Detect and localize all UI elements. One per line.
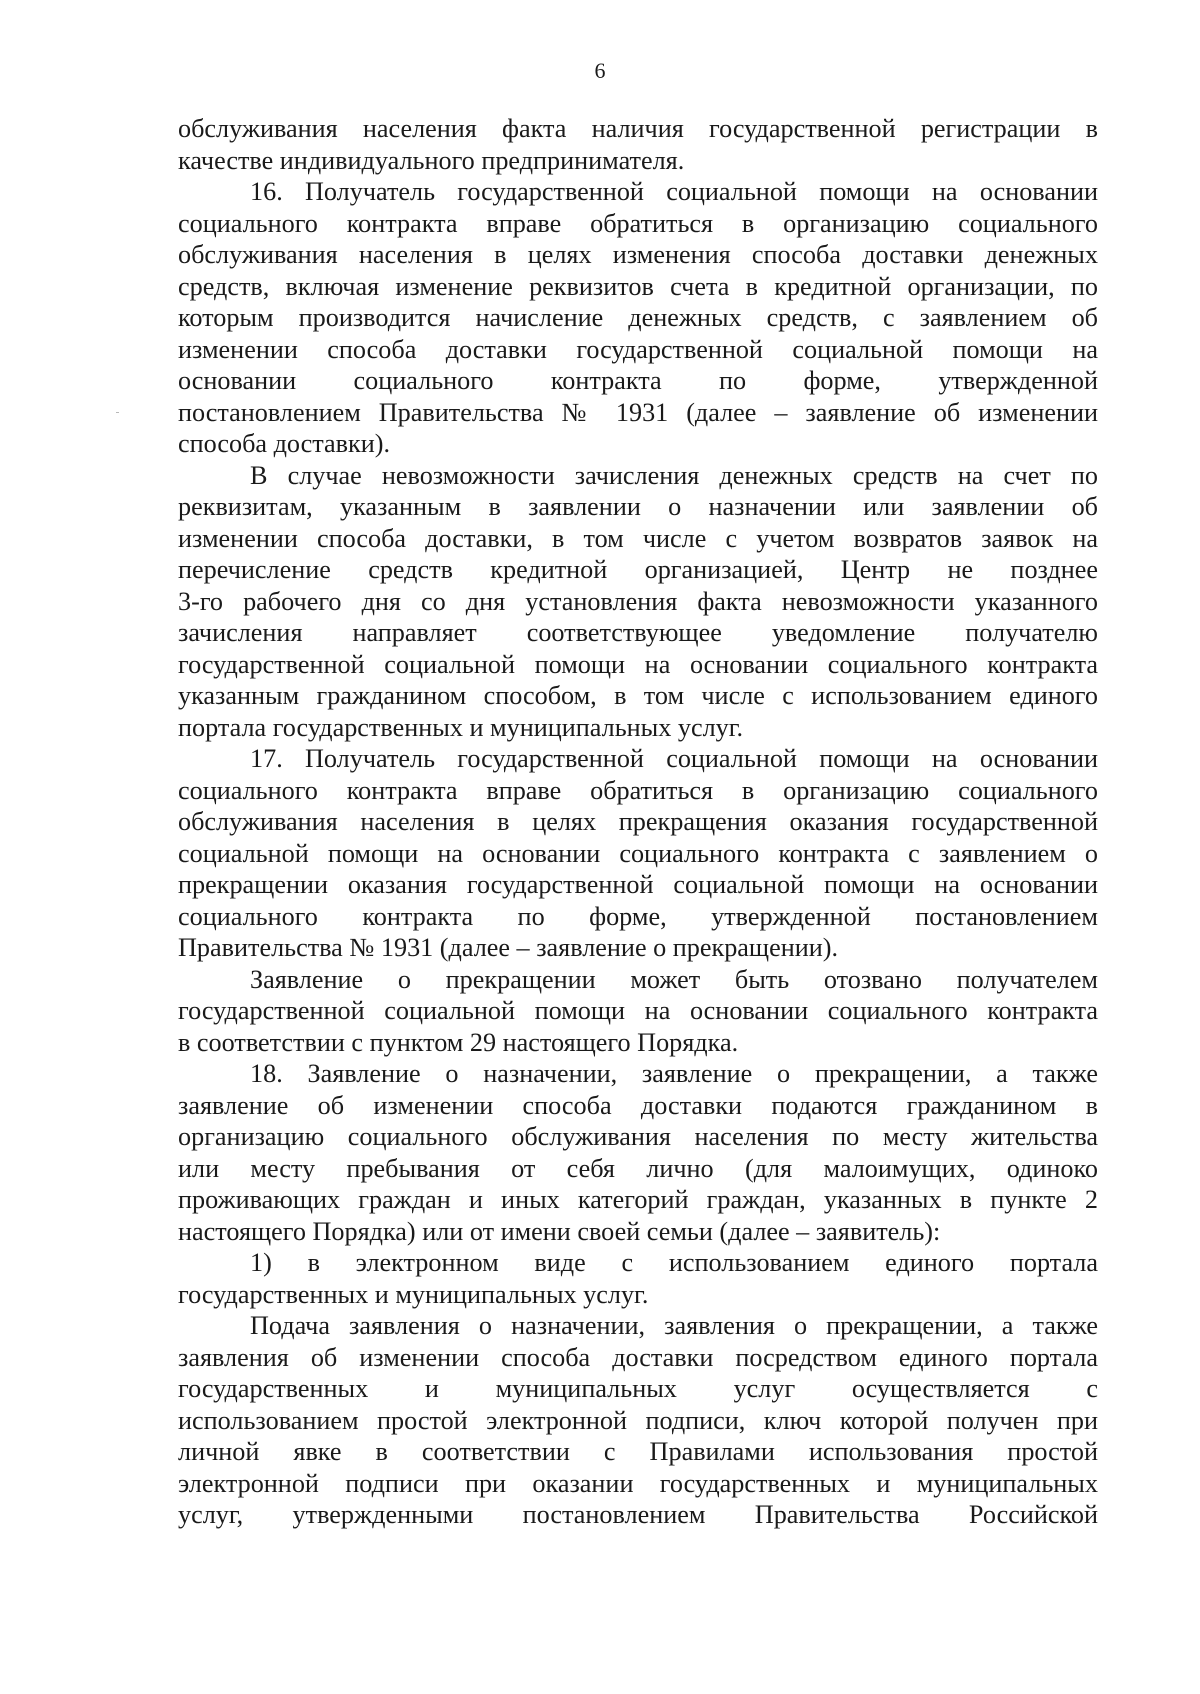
text-line: социального контракта вправе обратиться в организацию социального xyxy=(178,208,1098,238)
text-line: качестве индивидуального предпринимателя. xyxy=(178,145,685,175)
text-line: социальной помощи на основании социального контракта с заявлением о xyxy=(178,838,1098,868)
text-line: Правительства № 1931 (далее – заявление о прекращении). xyxy=(178,933,839,962)
text-line: 18. Заявление о назначении, заявление о прекращении, а также xyxy=(250,1059,1098,1088)
text-line: перечисление средств кредитной организацией, Центр не позднее xyxy=(178,555,1098,584)
document-body xyxy=(178,113,1098,1531)
page-number: 6 xyxy=(594,58,606,83)
text-line: реквизитам, указанным в заявлении о назначении или заявлении об xyxy=(178,492,1098,521)
text-line: 3-го рабочего дня со дня установления факта невозможности указанного xyxy=(178,586,1098,616)
text-line: средств, включая изменение реквизитов счета в кредитной организации, по xyxy=(178,271,1098,301)
text-line: или месту пребывания от себя лично (для малоимущих, одиноко xyxy=(178,1153,1098,1183)
text-line: государственных и муниципальных услуг. xyxy=(178,1279,649,1309)
text-line: социального контракта вправе обратиться в организацию социального xyxy=(178,775,1098,805)
scan-mark xyxy=(116,412,119,413)
paragraph xyxy=(178,113,1098,176)
text-line: способа доставки). xyxy=(178,429,391,458)
text-line: государственной социальной помощи на основании социального контракта xyxy=(178,649,1098,679)
paragraph xyxy=(178,1310,1098,1531)
paragraph xyxy=(178,1058,1098,1247)
text-line: указанным гражданином способом, в том числе с использованием единого xyxy=(178,681,1098,710)
text-line: заявление об изменении способа доставки подаются гражданином в xyxy=(178,1090,1098,1120)
text-line: Подача заявления о назначении, заявления о прекращении, а также xyxy=(250,1311,1098,1340)
text-line: обслуживания населения факта наличия государственной регистрации в xyxy=(178,114,1098,143)
text-line: обслуживания населения в целях изменения способа доставки денежных xyxy=(178,240,1098,269)
text-line: проживающих граждан и иных категорий граждан, указанных в пункте 2 xyxy=(178,1185,1098,1214)
text-line: 17. Получатель государственной социальной помощи на основании xyxy=(250,744,1098,773)
text-line: которым производится начисление денежных средств, с заявлением об xyxy=(178,303,1098,332)
text-line: использованием простой электронной подписи, ключ которой получен при xyxy=(178,1405,1098,1435)
text-line: В случае невозможности зачисления денежных средств на счет по xyxy=(250,460,1098,490)
text-line: личной явке в соответствии с Правилами использования простой xyxy=(178,1437,1098,1466)
text-line: в соответствии с пунктом 29 настоящего Порядка. xyxy=(178,1027,739,1057)
paragraph xyxy=(178,176,1098,460)
text-line: основании социального контракта по форме, утвержденной xyxy=(178,366,1098,395)
text-line: обслуживания населения в целях прекращения оказания государственной xyxy=(178,807,1098,836)
text-line: изменении способа доставки, в том числе с учетом возвратов заявок на xyxy=(178,523,1098,553)
paragraph xyxy=(178,460,1098,744)
text-line: прекращении оказания государственной социальной помощи на основании xyxy=(178,870,1098,899)
text-line: портала государственных и муниципальных услуг. xyxy=(178,712,744,742)
text-line: изменении способа доставки государственной социальной помощи на xyxy=(178,334,1098,364)
text-line: Заявление о прекращении может быть отозвано получателем xyxy=(250,964,1098,994)
text-line: зачисления направляет соответствующее уведомление получателю xyxy=(178,618,1098,647)
text-line: государственной социальной помощи на основании социального контракта xyxy=(178,996,1098,1025)
paragraph xyxy=(178,1247,1098,1310)
text-line: 1) в электронном виде с использованием единого портала xyxy=(250,1248,1098,1277)
text-line: электронной подписи при оказании государственных и муниципальных xyxy=(178,1468,1098,1498)
paragraph xyxy=(178,964,1098,1059)
text-line: настоящего Порядка) или от имени своей семьи (далее – заявитель): xyxy=(178,1216,941,1246)
paragraph xyxy=(178,743,1098,964)
text-line: заявления об изменении способа доставки посредством единого портала xyxy=(178,1342,1098,1372)
text-line: социального контракта по форме, утвержденной постановлением xyxy=(178,901,1098,931)
text-line: постановлением Правительства № 1931 (далее – заявление об изменении xyxy=(178,397,1098,427)
text-line: услуг, утвержденными постановлением Правительства Российской xyxy=(178,1500,1098,1529)
text-line: государственных и муниципальных услуг осуществляется с xyxy=(178,1374,1098,1403)
text-line: организацию социального обслуживания населения по месту жительства xyxy=(178,1122,1098,1151)
text-line: 16. Получатель государственной социальной помощи на основании xyxy=(250,177,1098,206)
